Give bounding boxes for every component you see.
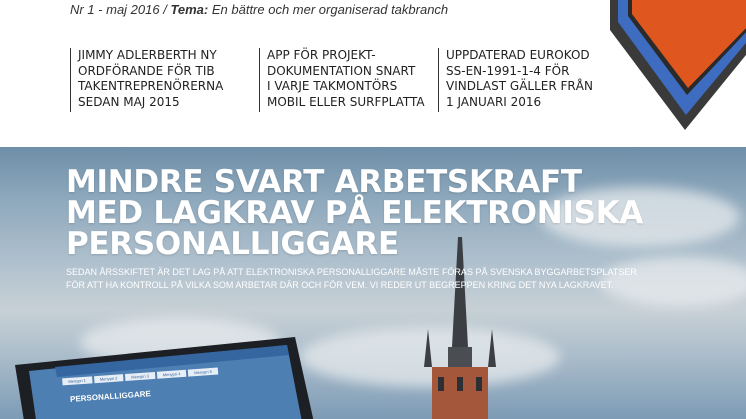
issue-number: Nr 1 - maj 2016 / — [70, 2, 171, 17]
teaser-line: ORDFÖRANDE FÖR TIB — [78, 63, 215, 78]
laptop-tab: Menypri 5 — [188, 368, 218, 377]
teaser-line: 1 JANUARI 2016 — [446, 94, 542, 109]
laptop-tab: Menypri 4 — [157, 370, 187, 379]
laptop-tab: Menypri 3 — [125, 372, 155, 381]
church-spire-icon — [420, 237, 500, 419]
teaser-line: I VARJE TAKMONTÖRS — [267, 79, 398, 93]
teaser-line: SEDAN MAJ 2015 — [78, 94, 180, 109]
teaser-column-2[interactable] — [259, 48, 425, 112]
teaser-line: TAKENTREPRENÖRERNA — [78, 79, 224, 93]
roof-layers-logo-icon — [590, 0, 746, 140]
teaser-line: DOKUMENTATION SNART — [267, 63, 416, 78]
issue-line — [70, 2, 448, 17]
laptop-tab: Menypri 2 — [94, 374, 124, 383]
teaser-column-3[interactable] — [438, 48, 593, 112]
headline-line: PERSONALLIGGARE — [66, 226, 399, 262]
laptop-tab: Menypri 1 — [62, 376, 92, 385]
lead-line: SEDAN ÅRSSKIFTET ÄR DET LAG PÅ ATT ELEKTRONISKA PERSONALLIGGARE MÅSTE FÖRAS PÅ SVENSKA BYGGARBETSPLATSER — [66, 267, 637, 277]
laptop-screen-title: PERSONALLIGGARE — [69, 389, 152, 404]
headline — [66, 164, 644, 262]
teaser-line: UPPDATERAD EUROKOD — [446, 48, 590, 62]
headline-line: MED LAGKRAV PÅ ELEKTRONISKA — [66, 195, 644, 231]
teaser-column-1[interactable] — [70, 48, 223, 112]
teaser-line: JIMMY ADLERBERTH NY — [78, 48, 217, 62]
lead-line: FÖR ATT HA KONTROLL PÅ VILKA SOM ARBETAR DÄR OCH FÖR VEM. VI REDER UT BEGREPPEN KRING DET NYA LAGKRAVET. — [66, 280, 614, 290]
theme-text: En bättre och mer organiserad takbranch — [208, 2, 449, 17]
theme-label: Tema: — [170, 2, 209, 17]
teaser-line: APP FÖR PROJEKT- — [267, 48, 376, 62]
teaser-line: MOBIL ELLER SURFPLATTA — [267, 94, 425, 109]
headline-line: MINDRE SVART ARBETSKRAFT — [66, 164, 582, 200]
teaser-line: SS-EN-1991-1-4 FÖR — [446, 63, 570, 78]
lead-paragraph — [66, 266, 637, 292]
masthead — [0, 0, 746, 147]
hero-banner[interactable] — [0, 147, 746, 419]
teaser-line: VINDLAST GÄLLER FRÅN — [446, 79, 593, 93]
